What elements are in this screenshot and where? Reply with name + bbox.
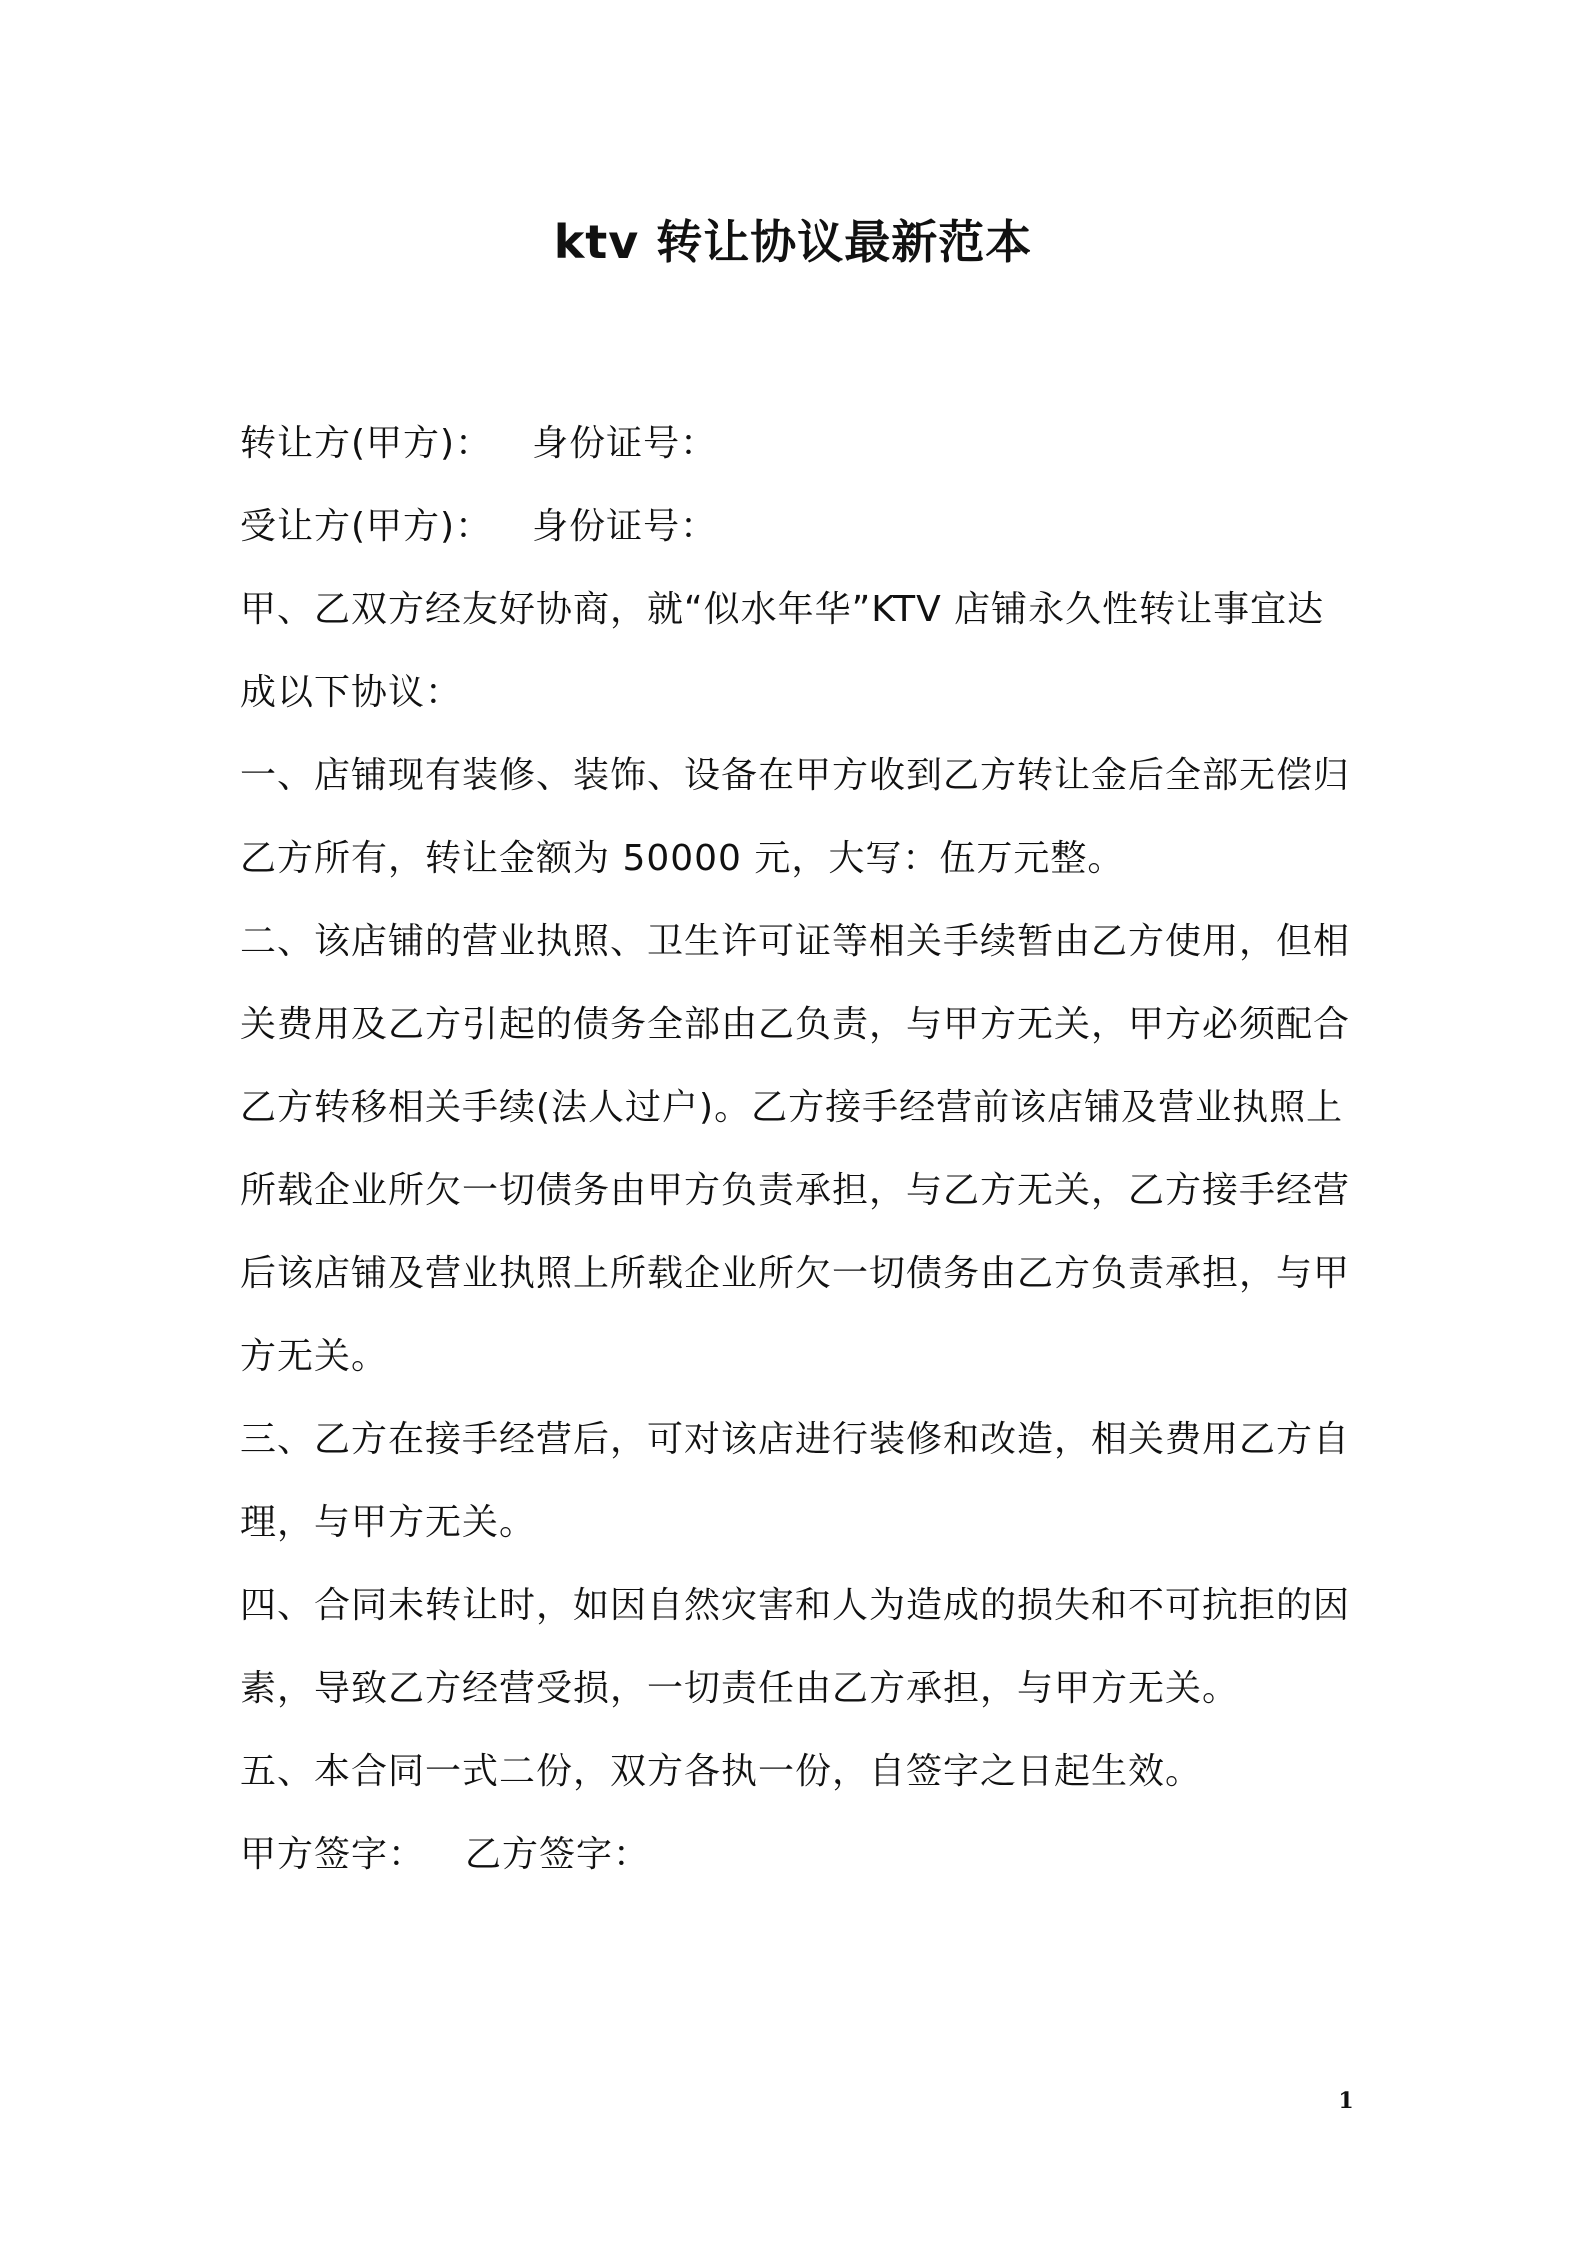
- clause-4-line-1: 四、合同未转让时，如因自然灾害和人为造成的损失和不可抗拒的因: [240, 1585, 1351, 1626]
- transferor-line: [240, 402, 1350, 485]
- clause-4-line-2: 素，导致乙方经营受损，一切责任由乙方承担，与甲方无关。: [240, 1668, 1240, 1709]
- clause-1-line-2: 乙方所有，转让金额为 50000 元，大写：伍万元整。: [240, 838, 1125, 879]
- page-number: 1: [1338, 2088, 1354, 2114]
- clause-2-line-4: 所载企业所欠一切债务由甲方负责承担，与乙方无关，乙方接手经营: [240, 1170, 1351, 1211]
- intro-line-2: 成以下协议：: [240, 672, 463, 713]
- clause-2-line-1: 二、该店铺的营业执照、卫生许可证等相关手续暂由乙方使用，但相: [240, 921, 1351, 962]
- clause-1-line-1: 一、店铺现有装修、装饰、设备在甲方收到乙方转让金后全部无偿归: [240, 755, 1351, 796]
- party-b-signature-label: 乙方签字：: [465, 1834, 651, 1875]
- transferor-id-label: 身份证号：: [532, 423, 718, 464]
- clause-3-line-2: 理，与甲方无关。: [240, 1502, 537, 1543]
- party-a-signature-label: 甲方签字：: [240, 1834, 426, 1875]
- clause-2-line-5: 后该店铺及营业执照上所载企业所欠一切债务由乙方负责承担，与甲: [240, 1253, 1351, 1294]
- clause-2-line-6: 方无关。: [240, 1336, 389, 1377]
- clause-2-line-3: 乙方转移相关手续(法人过户)。乙方接手经营前该店铺及营业执照上: [240, 1087, 1344, 1128]
- transferee-line: [240, 485, 1350, 568]
- clause-3-line-1: 三、乙方在接手经营后，可对该店进行装修和改造，相关费用乙方自: [240, 1419, 1351, 1460]
- signature-line: [240, 1813, 1350, 1896]
- transferor-label: 转让方(甲方)：: [240, 423, 493, 464]
- clause-2-line-2: 关费用及乙方引起的债务全部由乙负责，与甲方无关，甲方必须配合: [240, 1004, 1351, 1045]
- document-title: ktv 转让协议最新范本: [553, 215, 1033, 269]
- document-body: [240, 402, 1350, 1896]
- transferee-id-label: 身份证号：: [532, 506, 718, 547]
- clause-5-line-1: 五、本合同一式二份，双方各执一份，自签字之日起生效。: [240, 1751, 1203, 1792]
- transferee-label: 受让方(甲方)：: [240, 506, 493, 547]
- intro-line-1: 甲、乙双方经友好协商，就“似水年华”KTV 店铺永久性转让事宜达: [240, 589, 1325, 630]
